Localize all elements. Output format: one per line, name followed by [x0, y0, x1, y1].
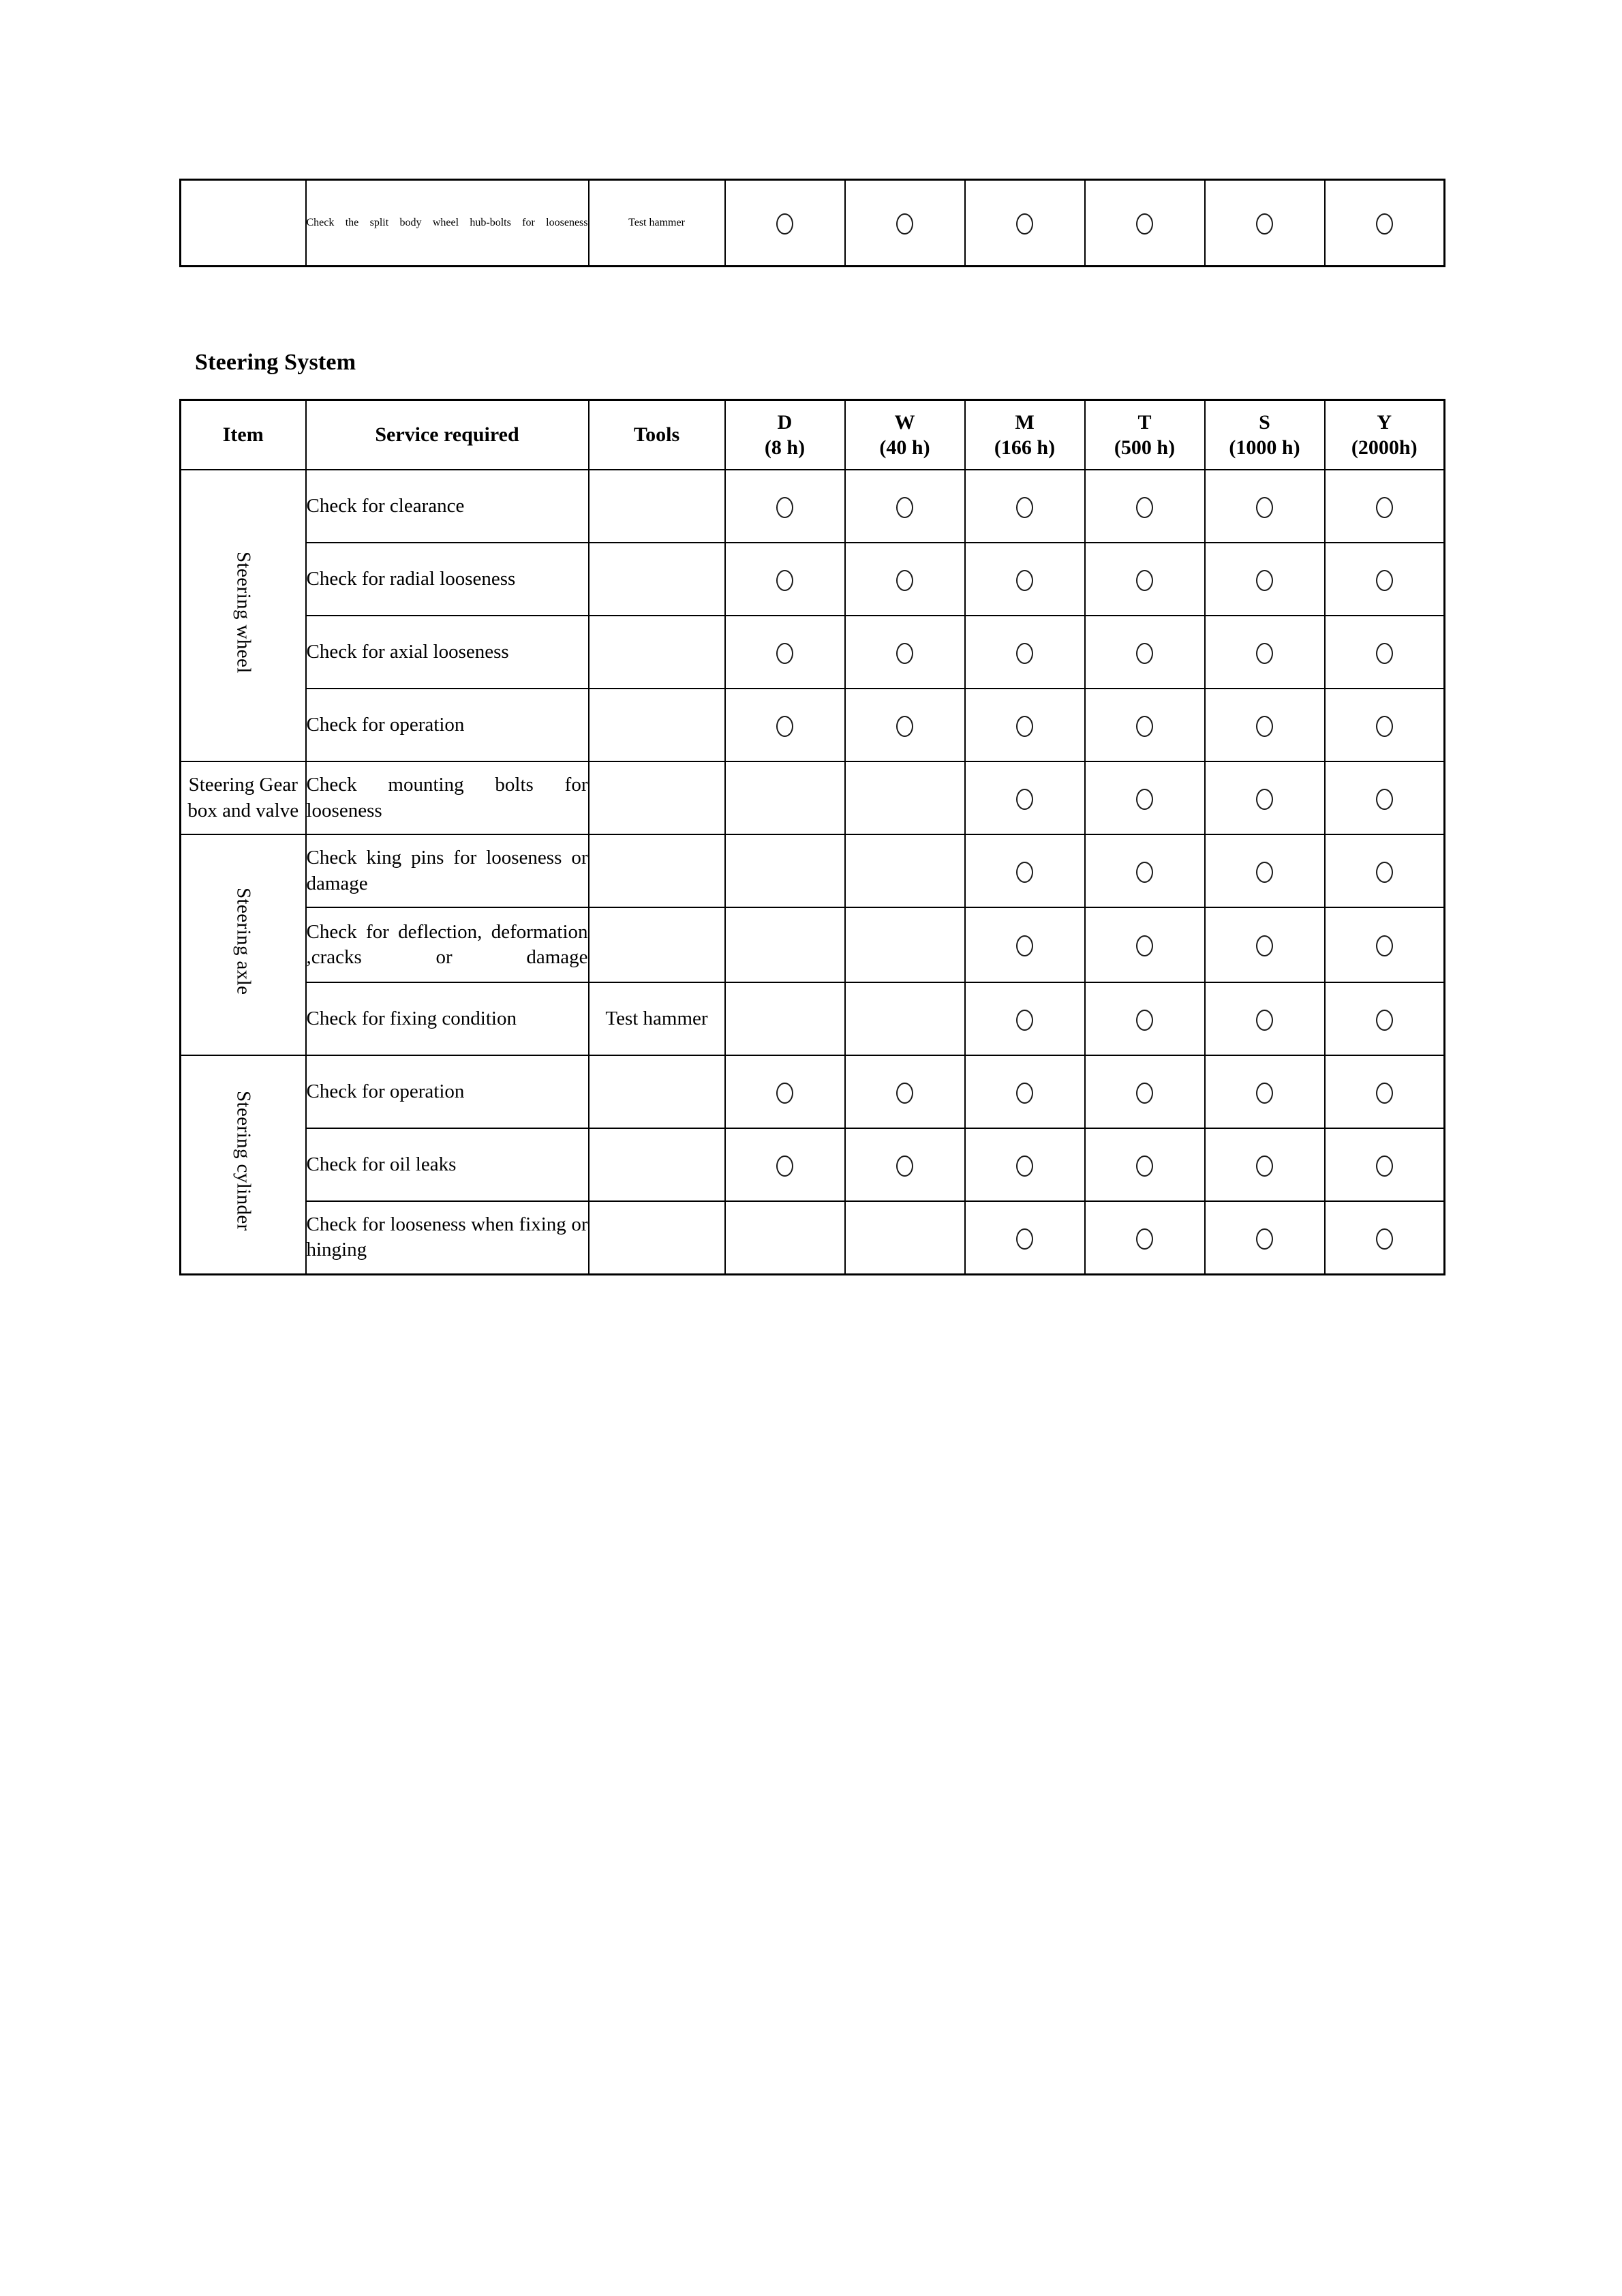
- tools-cell: [589, 907, 725, 982]
- check-mark-icon: [1136, 1228, 1153, 1250]
- header-interval-code: T: [1137, 410, 1152, 434]
- check-mark-icon: [1016, 1228, 1033, 1250]
- interval-mark-m: [965, 180, 1085, 267]
- interval-mark-m: [965, 761, 1085, 834]
- table-row: [181, 907, 1445, 982]
- check-mark-icon: [896, 716, 913, 737]
- table-row: [181, 834, 1445, 907]
- check-mark-icon: [1256, 935, 1273, 956]
- service-required-cell: Check for operation: [306, 1055, 589, 1128]
- table-body: [181, 470, 1445, 1274]
- check-mark-icon: [1136, 570, 1153, 591]
- check-mark-icon: [1376, 716, 1393, 737]
- check-mark-icon: [1376, 1010, 1393, 1031]
- check-mark-icon: [1256, 1010, 1273, 1031]
- interval-mark-d: [725, 834, 845, 907]
- header-interval-code: M: [1015, 410, 1035, 434]
- table-row: [181, 1128, 1445, 1201]
- interval-mark-s: [1205, 1128, 1325, 1201]
- interval-mark-y: [1325, 907, 1445, 982]
- header-interval-t: [1085, 400, 1205, 470]
- continuation-table: [179, 179, 1445, 267]
- interval-mark-y: [1325, 761, 1445, 834]
- interval-mark-m: [965, 470, 1085, 543]
- check-mark-icon: [1256, 213, 1273, 235]
- check-mark-icon: [1016, 643, 1033, 664]
- header-interval-hours: (8 h): [764, 436, 806, 459]
- check-mark-icon: [1136, 1155, 1153, 1177]
- check-mark-icon: [1016, 789, 1033, 810]
- check-mark-icon: [1136, 935, 1153, 956]
- item-cell: [181, 180, 306, 267]
- check-mark-icon: [1376, 1155, 1393, 1177]
- check-mark-icon: [1256, 643, 1273, 664]
- item-group-cell: [181, 1055, 306, 1274]
- header-interval-code: S: [1259, 410, 1270, 434]
- interval-mark-t: [1085, 180, 1205, 267]
- interval-mark-y: [1325, 543, 1445, 616]
- check-mark-icon: [1136, 862, 1153, 883]
- check-mark-icon: [896, 1155, 913, 1177]
- interval-mark-d: [725, 689, 845, 761]
- check-mark-icon: [1136, 789, 1153, 810]
- check-mark-icon: [776, 1083, 793, 1104]
- tools-cell: [589, 1055, 725, 1128]
- interval-mark-y: [1325, 470, 1445, 543]
- interval-mark-y: [1325, 689, 1445, 761]
- interval-mark-w: [845, 180, 965, 267]
- check-mark-icon: [1016, 497, 1033, 518]
- table-row: [181, 180, 1445, 267]
- check-mark-icon: [1136, 716, 1153, 737]
- interval-mark-d: [725, 907, 845, 982]
- tools-cell: [589, 761, 725, 834]
- check-mark-icon: [1016, 862, 1033, 883]
- check-mark-icon: [896, 570, 913, 591]
- check-mark-icon: [776, 643, 793, 664]
- interval-mark-m: [965, 834, 1085, 907]
- interval-mark-m: [965, 1201, 1085, 1274]
- tools-cell: [589, 834, 725, 907]
- service-required-cell: Check for looseness when fixing or hinging: [306, 1201, 589, 1274]
- service-required-cell: Check for oil leaks: [306, 1128, 589, 1201]
- check-mark-icon: [1376, 789, 1393, 810]
- check-mark-icon: [776, 497, 793, 518]
- check-mark-icon: [1136, 213, 1153, 235]
- interval-mark-y: [1325, 834, 1445, 907]
- interval-mark-s: [1205, 907, 1325, 982]
- item-label: Steering wheel: [232, 551, 255, 674]
- interval-mark-w: [845, 1201, 965, 1274]
- interval-mark-y: [1325, 180, 1445, 267]
- check-mark-icon: [1376, 1228, 1393, 1250]
- tools-cell: [589, 1128, 725, 1201]
- interval-mark-w: [845, 834, 965, 907]
- interval-mark-y: [1325, 982, 1445, 1055]
- check-mark-icon: [1256, 497, 1273, 518]
- interval-mark-t: [1085, 834, 1205, 907]
- item-group-cell: [181, 834, 306, 1055]
- check-mark-icon: [1256, 1228, 1273, 1250]
- table-row: [181, 543, 1445, 616]
- header-interval-m: [965, 400, 1085, 470]
- check-mark-icon: [896, 643, 913, 664]
- check-mark-icon: [896, 1083, 913, 1104]
- header-interval-code: W: [894, 410, 915, 434]
- service-required-cell: Check mounting bolts for looseness: [306, 761, 589, 834]
- service-required-cell: Check for operation: [306, 689, 589, 761]
- tools-cell: Test hammer: [589, 982, 725, 1055]
- interval-mark-d: [725, 1201, 845, 1274]
- header-interval-hours: (40 h): [879, 436, 930, 459]
- check-mark-icon: [1376, 497, 1393, 518]
- interval-mark-w: [845, 470, 965, 543]
- service-required-cell: Check for axial looseness: [306, 616, 589, 689]
- header-service-required: Service required: [306, 400, 589, 470]
- check-mark-icon: [1376, 935, 1393, 956]
- interval-mark-s: [1205, 982, 1325, 1055]
- check-mark-icon: [896, 497, 913, 518]
- check-mark-icon: [776, 570, 793, 591]
- interval-mark-t: [1085, 1055, 1205, 1128]
- interval-mark-w: [845, 543, 965, 616]
- header-interval-code: D: [777, 410, 793, 434]
- interval-mark-s: [1205, 616, 1325, 689]
- check-mark-icon: [1016, 570, 1033, 591]
- check-mark-icon: [1016, 1083, 1033, 1104]
- interval-mark-t: [1085, 761, 1205, 834]
- interval-mark-m: [965, 1055, 1085, 1128]
- check-mark-icon: [1256, 862, 1273, 883]
- header-interval-hours: (500 h): [1114, 436, 1176, 459]
- interval-mark-m: [965, 907, 1085, 982]
- check-mark-icon: [1016, 1010, 1033, 1031]
- tools-cell: [589, 470, 725, 543]
- table-row: [181, 1201, 1445, 1274]
- tools-cell: [589, 543, 725, 616]
- header-interval-d: [725, 400, 845, 470]
- table-row: [181, 689, 1445, 761]
- table-header: [181, 400, 1445, 470]
- interval-mark-y: [1325, 1128, 1445, 1201]
- interval-mark-d: [725, 470, 845, 543]
- check-mark-icon: [1136, 497, 1153, 518]
- check-mark-icon: [776, 716, 793, 737]
- check-mark-icon: [1376, 570, 1393, 591]
- interval-mark-s: [1205, 761, 1325, 834]
- interval-mark-d: [725, 761, 845, 834]
- interval-mark-d: [725, 1128, 845, 1201]
- check-mark-icon: [1136, 1010, 1153, 1031]
- header-interval-hours: (2000h): [1351, 436, 1418, 459]
- interval-mark-t: [1085, 616, 1205, 689]
- table-row: [181, 761, 1445, 834]
- header-row: [181, 400, 1445, 470]
- table-row: [181, 470, 1445, 543]
- table-row: [181, 616, 1445, 689]
- check-mark-icon: [1256, 789, 1273, 810]
- interval-mark-s: [1205, 470, 1325, 543]
- interval-mark-w: [845, 1128, 965, 1201]
- interval-mark-w: [845, 761, 965, 834]
- check-mark-icon: [1256, 1155, 1273, 1177]
- check-mark-icon: [1376, 643, 1393, 664]
- interval-mark-s: [1205, 689, 1325, 761]
- interval-mark-t: [1085, 1128, 1205, 1201]
- interval-mark-w: [845, 689, 965, 761]
- header-interval-code: Y: [1377, 410, 1392, 434]
- tools-cell: [589, 616, 725, 689]
- tools-cell: Test hammer: [589, 180, 725, 267]
- check-mark-icon: [1376, 862, 1393, 883]
- check-mark-icon: [1256, 1083, 1273, 1104]
- interval-mark-d: [725, 1055, 845, 1128]
- interval-mark-m: [965, 616, 1085, 689]
- item-label: Steering cylinder: [232, 1091, 255, 1232]
- check-mark-icon: [1376, 213, 1393, 235]
- service-required-cell: Check for fixing condition: [306, 982, 589, 1055]
- interval-mark-s: [1205, 180, 1325, 267]
- interval-mark-y: [1325, 1201, 1445, 1274]
- interval-mark-s: [1205, 543, 1325, 616]
- interval-mark-d: [725, 543, 845, 616]
- header-interval-y: [1325, 400, 1445, 470]
- service-required-cell: Check the split body wheel hub-bolts for looseness: [306, 180, 589, 267]
- check-mark-icon: [1016, 935, 1033, 956]
- header-tools: Tools: [589, 400, 725, 470]
- interval-mark-y: [1325, 1055, 1445, 1128]
- header-interval-hours: (1000 h): [1229, 436, 1300, 459]
- check-mark-icon: [1016, 213, 1033, 235]
- interval-mark-s: [1205, 1055, 1325, 1128]
- table-row: [181, 982, 1445, 1055]
- tools-cell: [589, 689, 725, 761]
- interval-mark-t: [1085, 982, 1205, 1055]
- interval-mark-t: [1085, 689, 1205, 761]
- check-mark-icon: [1376, 1083, 1393, 1104]
- item-group-cell: [181, 761, 306, 834]
- tools-cell: [589, 1201, 725, 1274]
- interval-mark-s: [1205, 834, 1325, 907]
- check-mark-icon: [776, 1155, 793, 1177]
- interval-mark-s: [1205, 1201, 1325, 1274]
- item-group-cell: [181, 470, 306, 761]
- steering-system-table: [179, 399, 1445, 1275]
- service-required-cell: Check for deflection, deformation ,cracks or damage: [306, 907, 589, 982]
- section-heading: Steering System: [195, 350, 356, 375]
- table-row: [181, 1055, 1445, 1128]
- interval-mark-t: [1085, 470, 1205, 543]
- interval-mark-y: [1325, 616, 1445, 689]
- interval-mark-d: [725, 982, 845, 1055]
- header-interval-s: [1205, 400, 1325, 470]
- check-mark-icon: [1136, 643, 1153, 664]
- check-mark-icon: [1256, 716, 1273, 737]
- interval-mark-t: [1085, 1201, 1205, 1274]
- check-mark-icon: [776, 213, 793, 235]
- interval-mark-t: [1085, 543, 1205, 616]
- item-label: Steering axle: [232, 888, 255, 995]
- header-item: Item: [181, 400, 306, 470]
- interval-mark-w: [845, 907, 965, 982]
- service-required-cell: Check for radial looseness: [306, 543, 589, 616]
- interval-mark-w: [845, 1055, 965, 1128]
- interval-mark-w: [845, 982, 965, 1055]
- interval-mark-d: [725, 180, 845, 267]
- item-label: Steering Gear box and valve: [187, 774, 299, 821]
- service-required-cell: Check king pins for looseness or damage: [306, 834, 589, 907]
- interval-mark-m: [965, 982, 1085, 1055]
- check-mark-icon: [896, 213, 913, 235]
- check-mark-icon: [1016, 1155, 1033, 1177]
- service-required-cell: Check for clearance: [306, 470, 589, 543]
- interval-mark-d: [725, 616, 845, 689]
- interval-mark-m: [965, 543, 1085, 616]
- interval-mark-m: [965, 689, 1085, 761]
- check-mark-icon: [1016, 716, 1033, 737]
- interval-mark-t: [1085, 907, 1205, 982]
- header-interval-hours: (166 h): [994, 436, 1056, 459]
- interval-mark-m: [965, 1128, 1085, 1201]
- interval-mark-w: [845, 616, 965, 689]
- check-mark-icon: [1136, 1083, 1153, 1104]
- header-interval-w: [845, 400, 965, 470]
- check-mark-icon: [1256, 570, 1273, 591]
